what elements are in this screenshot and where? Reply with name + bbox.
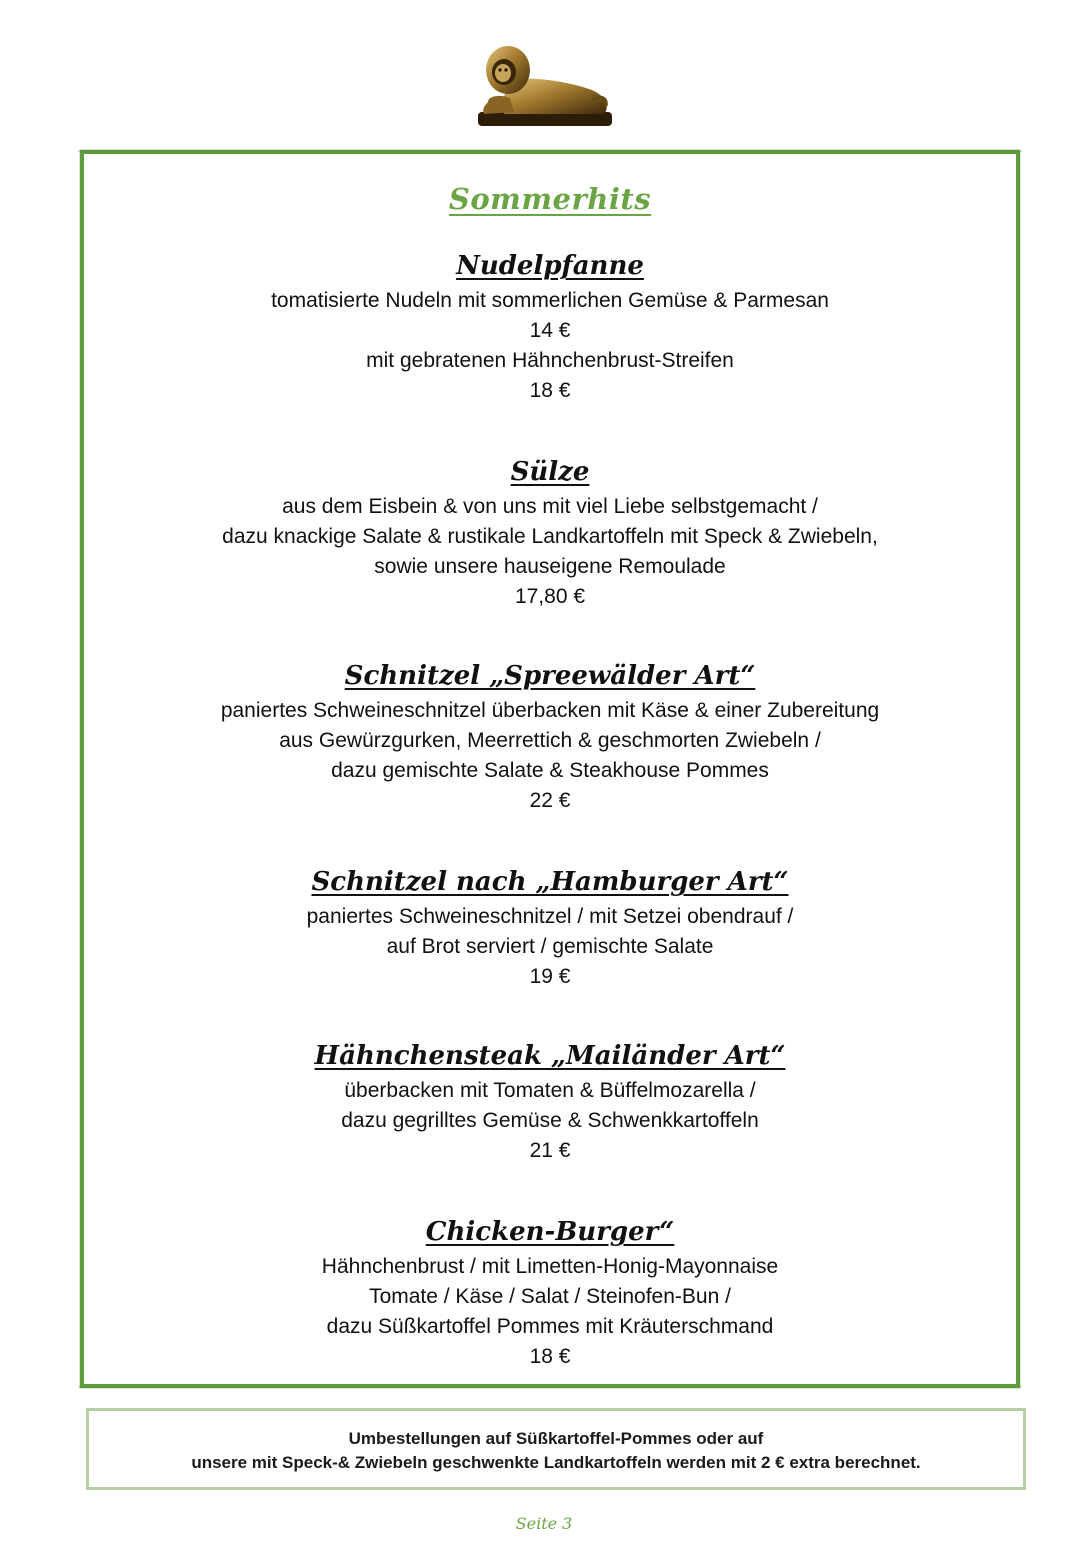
item-price: 19 € bbox=[529, 965, 571, 988]
menu-item-suelze bbox=[84, 456, 1016, 612]
item-price: 21 € bbox=[529, 1139, 571, 1162]
menu-item-chicken-burger bbox=[84, 1216, 1016, 1372]
surcharge-note bbox=[86, 1408, 1026, 1490]
item-name: Sülze bbox=[510, 457, 590, 487]
item-price: 18 € bbox=[529, 1345, 571, 1368]
menu-item-schnitzel-spreewaelder bbox=[84, 660, 1016, 816]
menu-item-schnitzel-hamburger bbox=[84, 866, 1016, 992]
item-description: aus dem Eisbein & von uns mit viel Liebe selbstgemacht / bbox=[282, 495, 818, 518]
item-description: Tomate / Käse / Salat / Steinofen-Bun / bbox=[369, 1285, 731, 1308]
menu-item-haehnchensteak-mailaender bbox=[84, 1040, 1016, 1166]
item-name: Schnitzel nach „Hamburger Art“ bbox=[311, 867, 789, 897]
item-description: Hähnchenbrust / mit Limetten-Honig-Mayonnaise bbox=[321, 1255, 779, 1278]
item-price: 22 € bbox=[529, 789, 571, 812]
item-description: überbacken mit Tomaten & Büffelmozarella / bbox=[344, 1079, 756, 1102]
item-description: dazu gegrilltes Gemüse & Schwenkkartoffeln bbox=[341, 1109, 759, 1132]
item-description: paniertes Schweineschnitzel / mit Setzei obendrauf / bbox=[306, 905, 794, 928]
section-title: Sommerhits bbox=[448, 182, 652, 216]
item-description: mit gebratenen Hähnchenbrust-Streifen bbox=[366, 349, 734, 372]
lion-statue-logo bbox=[474, 40, 614, 128]
item-description: tomatisierte Nudeln mit sommerlichen Gemüse & Parmesan bbox=[271, 289, 829, 312]
item-name: Hähnchensteak „Mailänder Art“ bbox=[314, 1041, 786, 1071]
item-name: Chicken-Burger“ bbox=[425, 1217, 675, 1247]
item-description: dazu Süßkartoffel Pommes mit Kräuterschmand bbox=[326, 1315, 774, 1338]
item-price: 14 € bbox=[529, 319, 571, 342]
item-description: dazu gemischte Salate & Steakhouse Pommes bbox=[331, 759, 769, 782]
note-line: Umbestellungen auf Süßkartoffel-Pommes oder auf bbox=[348, 1429, 764, 1448]
item-description: paniertes Schweineschnitzel überbacken mit Käse & einer Zubereitung bbox=[220, 699, 880, 722]
item-price: 17,80 € bbox=[514, 585, 586, 608]
page-number: Seite 3 bbox=[515, 1514, 573, 1533]
item-description: auf Brot serviert / gemischte Salate bbox=[386, 935, 714, 958]
item-description: aus Gewürzgurken, Meerrettich & geschmorten Zwiebeln / bbox=[279, 729, 821, 752]
item-price: 18 € bbox=[529, 379, 571, 402]
item-description: dazu knackige Salate & rustikale Landkartoffeln mit Speck & Zwiebeln, bbox=[222, 525, 878, 548]
item-name: Nudelpfanne bbox=[456, 251, 644, 281]
item-name: Schnitzel „Spreewälder Art“ bbox=[344, 661, 756, 691]
menu-item-nudelpfanne bbox=[84, 250, 1016, 406]
note-line: unsere mit Speck-& Zwiebeln geschwenkte Landkartoffeln werden mit 2 € extra berechnet. bbox=[191, 1453, 921, 1472]
item-description: sowie unsere hauseigene Remoulade bbox=[374, 555, 726, 578]
menu-frame bbox=[80, 150, 1020, 1388]
